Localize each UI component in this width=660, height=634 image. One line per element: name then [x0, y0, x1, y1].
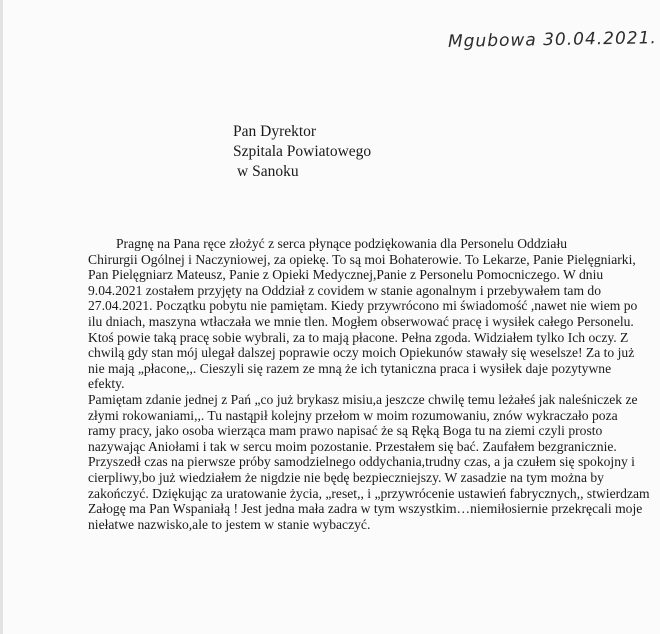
body-line: Pan Pielęgniarz Mateusz, Panie z Opieki Medycznej,Panie z Personelu Pomocniczego. W dniu	[88, 267, 604, 283]
body-line: Pamiętam zdanie jednej z Pań „co już brykasz misiu,a jeszcze chwilę temu leżałeś jak naleśniczek ze	[88, 391, 638, 407]
letter-body	[88, 236, 650, 532]
addressee-block	[233, 122, 371, 182]
body-line: Załogę ma Pan Wspaniałą ! Jest jedna mała zadra w tym wszystkim…niemiłosiernie przekręcali moje	[88, 501, 643, 517]
body-line: niełatwe nazwisko,ale to jestem w stanie wybaczyć.	[88, 516, 371, 532]
body-line: nie mają „płacone,,. Cieszyli się razem ze mną że ich tytaniczna praca i wysiłek daje pozytywne	[88, 360, 612, 376]
addressee-line-1: Pan Dyrektor	[233, 123, 317, 140]
body-line: Przyszedł czas na pierwsze próby samodzielnego oddychania,trudny czas, a ja czułem się spokojny i	[88, 454, 635, 470]
body-line: Pragnę na Pana ręce złożyć z serca płynące podziękowania dla Personelu Oddziału	[116, 236, 568, 251]
body-line: nazywając Aniołami i tak w sercu moim pozostanie. Przestałem się bać. Zaufałem bezgranicznie.	[88, 438, 617, 454]
body-line: efekty.	[88, 376, 125, 392]
body-line: zakończyć. Dziękując za uratowanie życia, „reset,, i „przywrócenie ustawień fabrycznych,, stwierdzam	[88, 485, 650, 501]
body-line: ilu dniach, maszyna wtłaczała we mnie tlen. Mogłem obserwować pracę i wysiłek całego Personelu.	[88, 313, 634, 329]
body-line: Ktoś powie taką pracę sobie wybrali, za to mają płacone. Pełna zgoda. Widziałem tylko Ich oczy. Z	[88, 329, 629, 345]
body-line: chwilą gdy stan mój ulegał dalszej poprawie oczy moich Opiekunów stawały się weselsze! Za to już	[88, 345, 635, 361]
addressee-line-3: w Sanoku	[237, 163, 299, 180]
body-line: ramy pracy, jako osoba wierząca mam prawo napisać że są Ręką Boga tu na ziemi czyli prosto	[88, 423, 603, 439]
body-line: 9.04.2021 zostałem przyjęty na Oddział z covidem w stanie agonalnym i przebywałem tam do	[88, 282, 602, 298]
scan-edge	[0, 0, 3, 634]
handwritten-date: Mgubowa 30.04.2021.	[447, 28, 658, 52]
body-line: Chirurgii Ogólnej i Naczyniowej, za opiekę. To są moi Bohaterowie. To Lekarze, Panie Pielęgniarki,	[88, 251, 636, 267]
body-line: złymi rokowaniami,,. Tu nastąpił kolejny przełom w moim rozumowaniu, znów wykraczało poza	[88, 407, 618, 423]
addressee-line-2: Szpitala Powiatowego	[233, 143, 372, 160]
body-line: cierpliwy,bo już wiedziałem że nigdzie nie będę bezpieczniejszy. W zasadzie na tym można by	[88, 469, 604, 485]
body-line: 27.04.2021. Początku pobytu nie pamiętam. Kiedy przywrócono mi świadomość ,nawet nie wiem po	[88, 298, 638, 314]
